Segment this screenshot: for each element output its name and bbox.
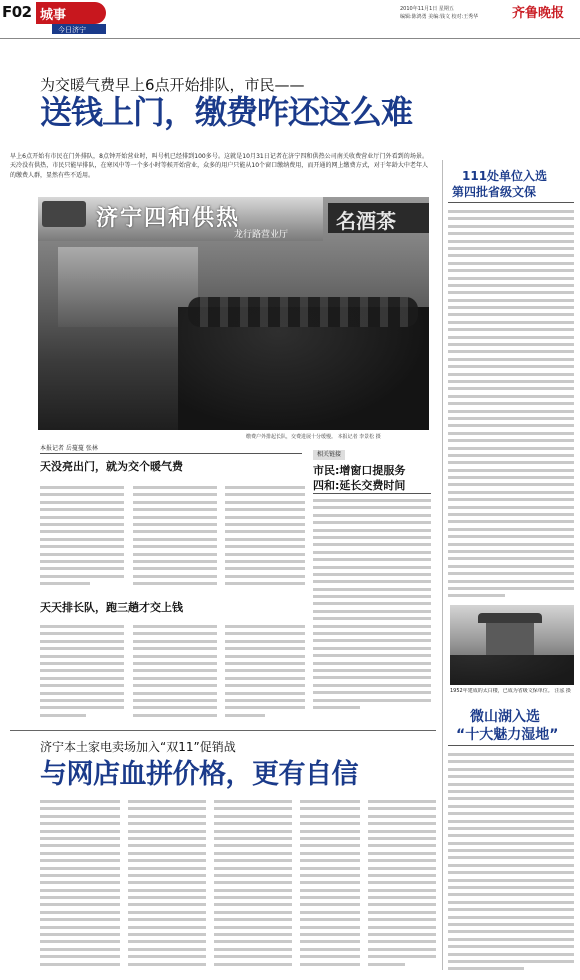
lead-rule xyxy=(40,453,302,454)
right-story1-title-2: 第四批省级文保 xyxy=(452,185,537,199)
lead-intro: 早上6点开始有市民在门外排队，8点钟开始营业时，叫号机已经排到100多号。这就是10月31日记者在济宁四和供热公司南关收费营业厅门外看到的场景。天冷没有供热，市民只能早排队，在寒风中等一个多小时等候开始营业，众多的用户只能从10个窗口缴纳费用，而开通的网上缴费方式，对于年龄大中老年人的缴费人群，显然有些不适用。 xyxy=(10,153,428,179)
lead-photo-caption: 缴费户外排起长队，交费进展十分缓慢。 本报记者 李景松 摄 xyxy=(246,434,381,440)
bottom-body-col-3 xyxy=(214,800,292,975)
masthead-rule xyxy=(0,38,580,39)
right-story1-title-1: 111处单位入选 xyxy=(462,169,548,183)
right-story2-title-1: 微山湖入选 xyxy=(470,709,540,725)
masthead xyxy=(0,0,580,40)
related-link-box xyxy=(313,450,435,720)
related-link-title-2: 四和:延长交费时间 xyxy=(313,479,406,492)
right-photo-roof xyxy=(478,613,542,623)
bottom-body-col-4 xyxy=(300,800,360,975)
photo-shop-sign xyxy=(328,203,429,233)
photo-sign-text: 济宁四和供热 xyxy=(96,206,241,231)
lead-body2-col-1 xyxy=(40,625,124,721)
related-link-title-1: 市民:增窗口提服务 xyxy=(313,464,406,477)
section-title: 城事 xyxy=(40,8,67,23)
lead-byline: 本报记者 岳蔓蔓 张林 xyxy=(40,445,98,452)
photo-crowd-heads xyxy=(188,297,418,327)
bottom-story-rule xyxy=(10,730,436,731)
lead-body-col-2 xyxy=(133,486,217,596)
right-column-divider xyxy=(442,160,443,970)
section-badge xyxy=(36,2,106,24)
photo-sign-subtext: 龙行路营业厅 xyxy=(234,230,289,240)
masthead-date: 2010年11月1日 星期五 xyxy=(400,6,454,12)
lead-body2-col-3 xyxy=(225,625,305,721)
bottom-body-col-5 xyxy=(368,800,436,975)
right-photo-caption: 1952年建成的太白楼，已成为省级文保单位。 汪泓 摄 xyxy=(450,688,571,694)
brand-logo: 齐鲁晚报 xyxy=(512,6,565,21)
photo-shop-sign-text: 名酒茶 xyxy=(336,209,396,233)
right-story1-rule xyxy=(448,202,574,203)
right-photo xyxy=(450,605,574,685)
section-sub-badge xyxy=(52,24,106,34)
section-subtitle: 今日济宁 xyxy=(58,26,86,34)
related-link-rule xyxy=(313,493,431,494)
photo-sign-board xyxy=(38,197,323,241)
right-photo-tower xyxy=(486,621,534,659)
related-link-label: 相关链接 xyxy=(313,450,345,460)
right-story2-title-2: “十大魅力湿地” xyxy=(456,727,559,743)
right-story1-body xyxy=(448,210,574,602)
masthead-editors: 编辑:陈鸿勇 美编:钱文 校对:王秀华 xyxy=(400,14,479,20)
lead-photo xyxy=(38,197,429,430)
right-story2-body xyxy=(448,753,574,975)
page-number: F02 xyxy=(2,3,32,21)
bottom-headline: 与网店血拼价格，更有自信 xyxy=(40,759,358,790)
lead-body2-col-2 xyxy=(133,625,217,721)
lead-headline: 送钱上门，缴费咋还这么难 xyxy=(40,93,413,131)
right-photo-trees xyxy=(450,655,574,685)
photo-window xyxy=(58,247,198,327)
photo-sign-logo xyxy=(42,201,86,227)
lead-body-col-3 xyxy=(225,486,305,596)
bottom-body-col-1 xyxy=(40,800,120,975)
lead-body-col-1 xyxy=(40,486,124,596)
related-link-body xyxy=(313,499,431,719)
lead-subhead-1: 天没亮出门，就为交个暖气费 xyxy=(40,460,183,473)
lead-subhead-2: 天天排长队，跑三趟才交上钱 xyxy=(40,601,183,614)
bottom-body-col-2 xyxy=(128,800,206,975)
lead-kicker: 为交暖气费早上6点开始排队，市民—— xyxy=(40,76,305,94)
bottom-kicker: 济宁本土家电卖场加入“双11”促销战 xyxy=(40,740,236,754)
right-story2-rule xyxy=(448,745,574,746)
